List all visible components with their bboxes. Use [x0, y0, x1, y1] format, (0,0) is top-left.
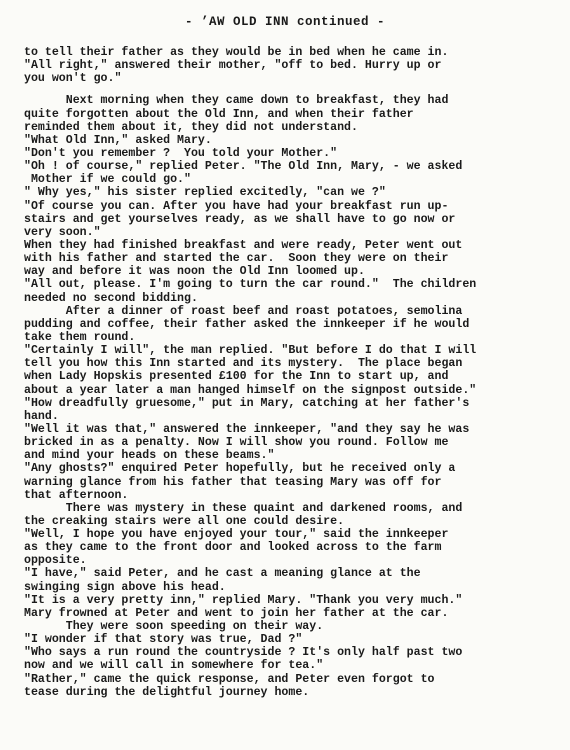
- text-line: when Lady Hopskis presented £100 for the Inn to start up, and: [24, 370, 449, 384]
- text-line: reminded them about it, they did not understand.: [24, 120, 358, 134]
- text-line: about a year later a man hanged himself on the signpost outside.": [24, 383, 477, 397]
- text-line: stairs and get yourselves ready, as we shall have to go now or: [24, 212, 456, 226]
- text-line: that afternoon.: [24, 488, 129, 502]
- text-line: After a dinner of roast beef and roast potatoes, semolina: [24, 304, 463, 318]
- text-line: quite forgotten about the Old Inn, and when their father: [24, 107, 414, 121]
- text-line: "Who says a run round the countryside ? It's only half past two: [24, 646, 463, 660]
- text-line: "I have," said Peter, and he cast a meaning glance at the: [24, 567, 421, 581]
- text-line: needed no second bidding.: [24, 291, 198, 305]
- text-line: "Well, I hope you have enjoyed your tour," said the innkeeper: [24, 528, 449, 542]
- text-line: and mind your heads on these beams.": [24, 449, 275, 463]
- text-line: as they came to the front door and looked across to the farm: [24, 541, 442, 555]
- text-line: pudding and coffee, their father asked the innkeeper if he would: [24, 317, 470, 331]
- text-line: hand.: [24, 409, 59, 423]
- text-line: "All right," answered their mother, "off to bed. Hurry up or: [24, 59, 442, 73]
- text-line: "Rather," came the quick response, and Peter even forgot to: [24, 672, 435, 686]
- text-line: "All out, please. I'm going to turn the car round." The children: [24, 278, 477, 292]
- text-line: swinging sign above his head.: [24, 580, 226, 594]
- text-line: " Why yes," his sister replied excitedly, "can we ?": [24, 186, 386, 200]
- paragraph-gap: [24, 85, 554, 94]
- text-line: "Oh ! of course," replied Peter. "The Old Inn, Mary, - we asked: [24, 160, 463, 174]
- text-line: "Don't you remember ? You told your Mother.": [24, 146, 338, 160]
- text-line: "I wonder if that story was true, Dad ?": [24, 633, 303, 647]
- story-body: [24, 46, 554, 699]
- text-line: "How dreadfully gruesome," put in Mary, catching at her father's: [24, 396, 470, 410]
- text-line: with his father and started the car. Soon they were on their: [24, 252, 449, 266]
- text-line: tease during the delightful journey home.: [24, 685, 310, 699]
- text-line: Next morning when they came down to breakfast, they had: [24, 94, 449, 108]
- text-line: tell you how this Inn started and its mystery. The place began: [24, 357, 463, 371]
- text-line: very soon.": [24, 225, 101, 239]
- text-line: take them round.: [24, 330, 136, 344]
- text-line: "It is a very pretty inn," replied Mary. "Thank you very much.": [24, 593, 463, 607]
- text-line: "What Old Inn," asked Mary.: [24, 133, 212, 147]
- text-line: now and we will call in somewhere for tea.": [24, 659, 324, 673]
- text-line: "Any ghosts?" enquired Peter hopefully, but he received only a: [24, 462, 456, 476]
- text-line: "Well it was that," answered the innkeeper, "and they say he was: [24, 422, 470, 436]
- text-line: the creaking stairs were all one could desire.: [24, 514, 345, 528]
- text-line: way and before it was noon the Old Inn loomed up.: [24, 265, 365, 279]
- text-line: bricked in as a penalty. Now I will show you round. Follow me: [24, 436, 449, 450]
- text-line: When they had finished breakfast and were ready, Peter went out: [24, 238, 463, 252]
- text-line: Mary frowned at Peter and went to join her father at the car.: [24, 606, 449, 620]
- text-line: "Of course you can. After you have had your breakfast run up-: [24, 199, 449, 213]
- text-line: to tell their father as they would be in bed when he came in.: [24, 46, 449, 59]
- text-line: opposite.: [24, 554, 87, 568]
- text-line: Mother if we could go.": [24, 173, 191, 187]
- text-line: you won't go.": [24, 72, 122, 86]
- text-line: "Certainly I will", the man replied. "But before I do that I will: [24, 344, 477, 358]
- text-line: They were soon speeding on their way.: [24, 620, 324, 634]
- text-line: There was mystery in these quaint and darkened rooms, and: [24, 501, 463, 515]
- text-line: warning glance from his father that teasing Mary was off for: [24, 475, 442, 489]
- page-heading: - ’AW OLD INN continued -: [184, 15, 386, 29]
